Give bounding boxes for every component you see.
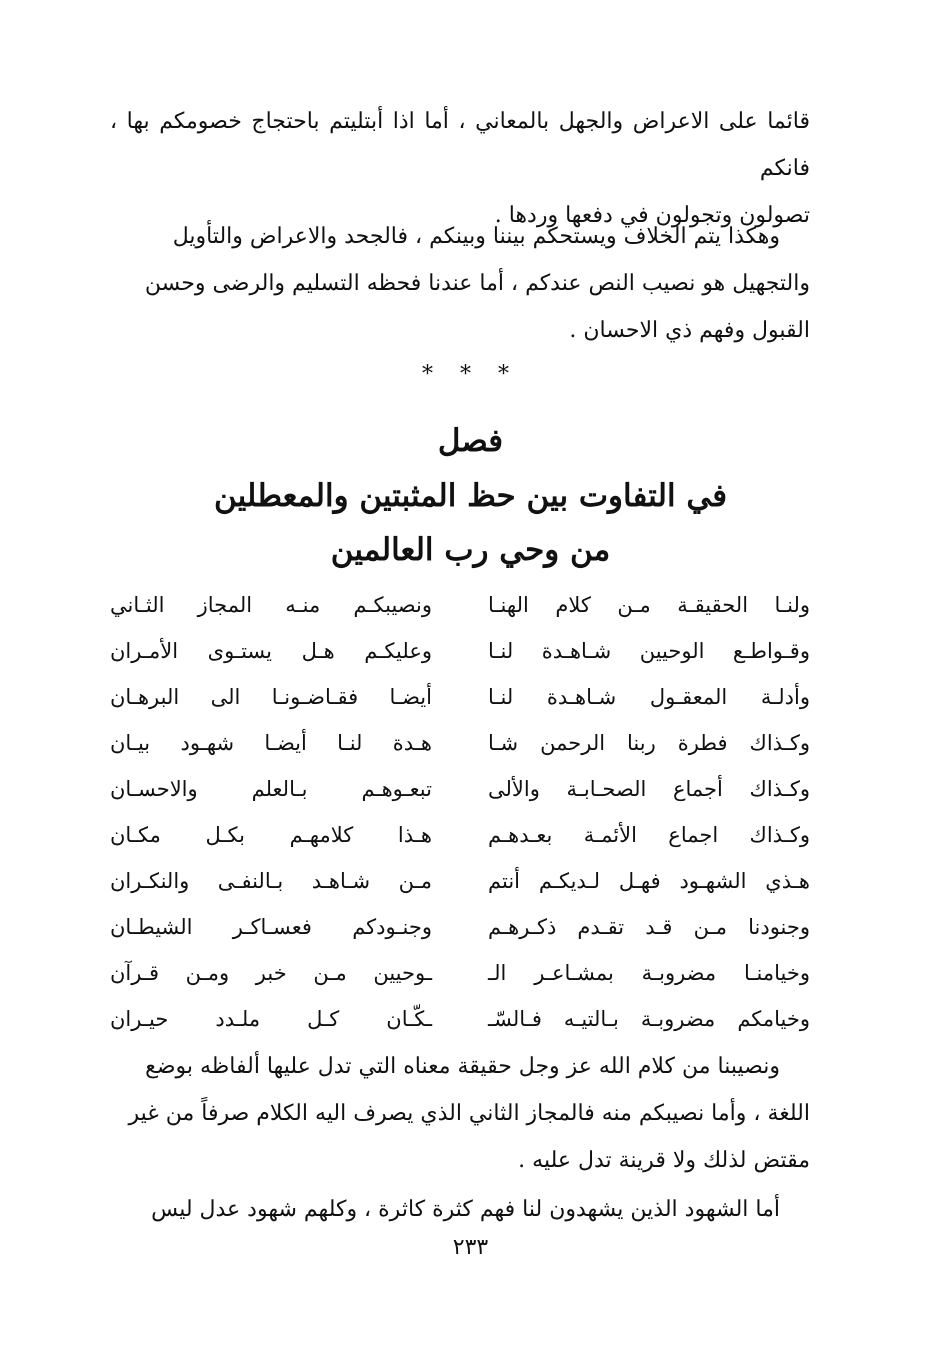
paragraph-witnesses: أما الشهود الذين يشهدون لنا فهم كثرة كاثرة ، وكلهم شهود عدل ليس [151, 1197, 780, 1222]
chapter-heading-line-1: فصل [437, 423, 504, 459]
paragraph-continuation: قائما على الاعراض والجهل بالمعاني ، أما اذا أبتليتم باحتجاج خصومكم بها ، فانكم تصولون وتجولون في دفعها وردها . [110, 109, 810, 228]
verse-second-hemistich: ونصيبكـم منـه المجاز الثـاني [110, 593, 432, 617]
poem-verse [110, 720, 810, 766]
verse-first-hemistich: وكـذاك اجماع الأئمـة بعـدهـم [488, 823, 810, 847]
paragraph-disagreement: وهكذا يتم الخلاف ويستحكم بيننا وبينكم ، فالجحد والاعراض والتأويل والتجهيل هو نصيب النص عندكم ، أما عندنا فحظه التسليم والرضى وحسن القبول وفهم ذي الاحسان . [144, 224, 810, 343]
verse-second-hemistich: ـوحيين مـن خبر ومـن قـرآن [110, 961, 432, 985]
verse-first-hemistich: وقـواطـع الوحيين شـاهـدة لنـا [488, 639, 810, 663]
verse-first-hemistich: وجنودنا مـن قـد تقـدم ذكـرهـم [488, 915, 810, 939]
verse-first-hemistich: وكـذاك فطرة ربنا الرحمن شـا [488, 731, 810, 755]
verse-first-hemistich: وكـذاك أجماع الصحـابـة والألى [488, 777, 810, 801]
page-number: ٢٣٣ [452, 1235, 489, 1260]
verse-second-hemistich: ـكّـان كـل ملـدد حيـران [110, 1007, 432, 1031]
poem-verse [110, 766, 810, 812]
poem-verse [110, 950, 810, 996]
poem-verse [110, 858, 810, 904]
verse-second-hemistich: مـن شـاهـد بـالنفـى والنكـران [110, 869, 432, 893]
verse-first-hemistich: ولنـا الحقيقـة مـن كلام الهنـا [488, 593, 810, 617]
poem-verse [110, 904, 810, 950]
verse-second-hemistich: هـدة لنـا أيضـا شهـود بيـان [110, 731, 432, 755]
verse-first-hemistich: وأدلـة المعقـول شـاهـدة لنـا [488, 685, 810, 709]
poem-verse [110, 582, 810, 628]
poem-verse [110, 812, 810, 858]
verse-first-hemistich: وخيامكم مضروبـة بـالتيـه فـالسّـ [488, 1007, 810, 1031]
verse-second-hemistich: هـذا كلامهـم بكـل مكـان [110, 823, 432, 847]
chapter-heading-line-3: من وحي رب العالمين [330, 532, 611, 568]
verse-second-hemistich: وعليكـم هـل يستـوى الأمـران [110, 639, 432, 663]
verse-second-hemistich: أيضـا فقـاضـونـا الى البرهـان [110, 685, 432, 709]
poem-verse [110, 674, 810, 720]
verse-second-hemistich: وجنـودكم فعسـاكـر الشيطـان [110, 915, 432, 939]
poem [110, 582, 810, 1042]
chapter-heading-line-2: في التفاوت بين حظ المثبتين والمعطلين [213, 478, 728, 514]
section-separator: * * * [422, 362, 519, 387]
poem-verse [110, 996, 810, 1042]
verse-first-hemistich: هـذي الشهـود فهـل لـديكـم أنتم [488, 869, 810, 893]
verse-first-hemistich: وخيامنـا مضروبـة بمشـاعـر الـ [488, 961, 810, 985]
poem-verse [110, 628, 810, 674]
verse-second-hemistich: تبعـوهـم بـالعلم والاحسـان [110, 777, 432, 801]
paragraph-our-share: ونصيبنا من كلام الله عز وجل حقيقة معناه التي تدل عليها ألفاظه بوضع اللغة ، وأما نصيبكم منه فالمجاز الثاني الذي يصرف اليه الكلام صرفاً من غير مقتض لذلك ولا قرينة تدل عليه . [128, 1054, 810, 1173]
